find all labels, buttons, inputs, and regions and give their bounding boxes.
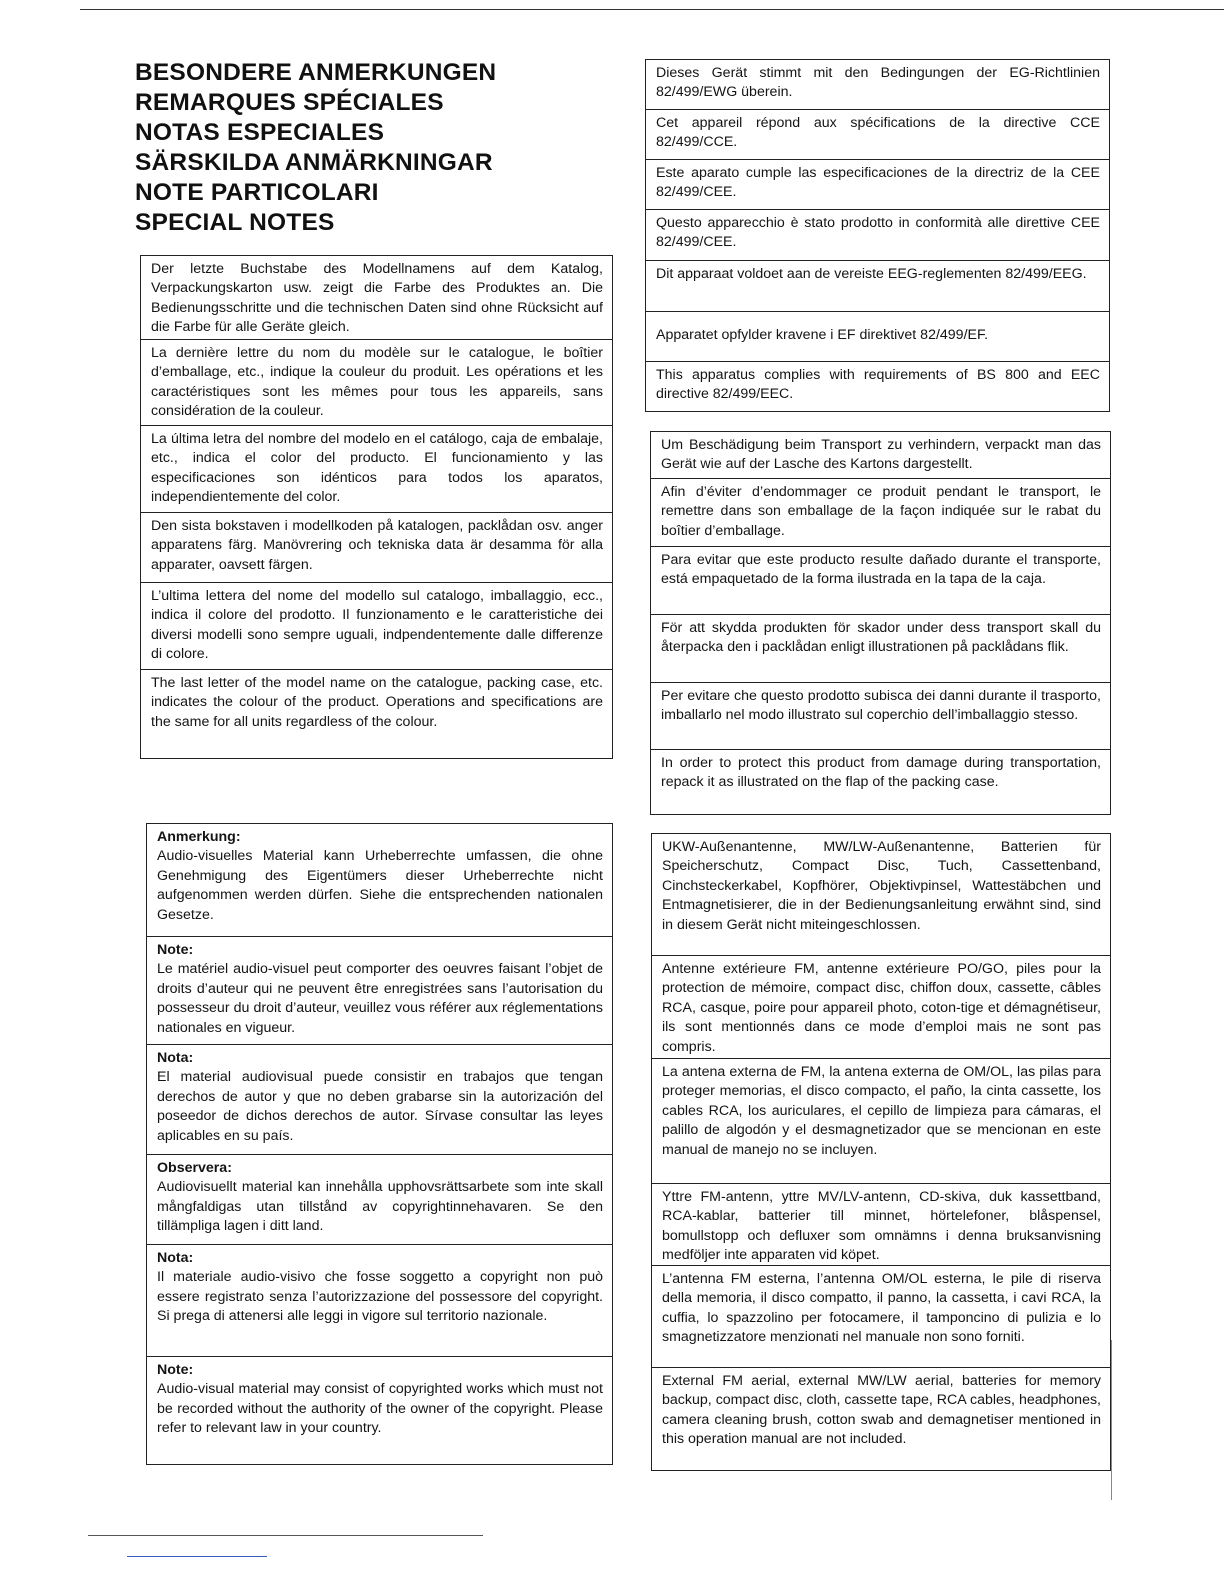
eec-note-it: Questo apparecchio è stato prodotto in conformità alle direttive CEE 82/499/CEE. [646,210,1109,261]
transport-notes-box [650,431,1111,815]
copyright-note-title: Note: [157,942,194,958]
top-rule [80,9,1224,10]
transport-note-es: Para evitar que este producto resulte dañado durante el transporte, está empaquetado de la forma ilustrada en la tapa de la caja. [651,547,1110,615]
transport-note-en: In order to protect this product from damage during transportation, repack it as illustrated on the flap of the packing case. [661,755,1101,791]
copyright-note-title: Observera: [157,1160,232,1176]
heading-english: SPECIAL NOTES [135,208,335,236]
transport-note-de: Um Beschädigung beim Transport zu verhindern, verpackt man das Gerät wie auf der Lasche des Kartons dargestellt. [651,432,1110,479]
copyright-note-fr [147,937,612,1045]
bottom-rule [88,1535,483,1536]
copyright-note-title: Anmerkung: [157,829,241,845]
copyright-notes-box [146,823,613,1465]
transport-note-sv: För att skydda produkten för skador under dess transport skall du återpacka den i packlådan enligt illustrationen på packlådans flik. [651,615,1110,683]
copyright-note-title: Nota: [157,1250,194,1266]
copyright-note-text: El material audiovisual puede consistir en trabajos que tengan derechos de autor y que no deben grabarse sin la autorización del poseedor de dichos derechos de autor. Sírvase consultar las leyes aplicables en su país. [157,1069,603,1144]
accessory-note-de: UKW-Außenantenne, MW/LW-Außenantenne, Batterien für Speicherschutz, Compact Disc, Tuch, Cassettenband, Cinchsteckerkabel, Kopfhörer, Objektivpinsel, Wattestäbchen und Entmagnetisierer, die in der Bedienungsanleitung erwähnt sind, sind in diesem Gerät nicht miteingeschlossen. [652,834,1110,956]
model-note-es: La última letra del nombre del modelo en el catálogo, caja de embalaje, etc., indica el color del producto. El funcionamiento y las especificaciones son idénticos para todos los aparatos, independientemente del color. [141,426,612,513]
copyright-note-it [147,1245,612,1357]
copyright-note-text: Audio-visual material may consist of copyrighted works which must not be recorded without the authority of the owner of the copyright. Please refer to relevant law in your country. [157,1381,603,1437]
accessory-note-it: L’antenna FM esterna, l’antenna OM/OL esterna, le pile di riserva della memoria, il disco compatto, il panno, la cassetta, i cavi RCA, la cuffia, lo spazzolino per fotocamere, il tamponcino di pulizia e lo smagnetizzatore menzionati nel manuale non sono forniti. [652,1266,1110,1368]
eec-note-de: Dieses Gerät stimmt mit den Bedingungen der EG-Richtlinien 82/499/EWG überein. [646,60,1109,110]
heading-german: BESONDERE ANMERKUNGEN [135,59,497,86]
eec-note-fr: Cet appareil répond aux spécifications de la directive CCE 82/499/CCE. [646,110,1109,160]
heading-swedish: SÄRSKILDA ANMÄRKNINGAR [135,148,493,176]
bottom-blue-rule [127,1556,267,1557]
accessory-note-en: External FM aerial, external MW/LW aerial, batteries for memory backup, compact disc, cloth, cassette tape, RCA cables, headphones, camera cleaning brush, cotton swab and demagnetiser mentioned in this operation manual are not included. [662,1373,1101,1448]
accessories-notes-box [651,833,1111,1471]
model-colour-notes-box [140,255,613,759]
eec-note-nl: Dit apparaat voldoet aan de vereiste EEG-reglementen 82/499/EEG. [646,261,1109,312]
scan-edge-line [1111,1340,1112,1500]
model-note-it: L’ultima lettera del nome del modello sul catalogo, imballaggio, ecc., indica il colore del prodotto. Il funzionamento e le caratteristiche dei diversi modelli sono sempre uguali, indpendentemente dalle differenze di colore. [141,583,612,670]
model-note-fr: La dernière lettre du nom du modèle sur le catalogue, le boîtier d’emballage, etc., indique la couleur du produit. Les opérations et les caractéristiques sont les mêmes pour tous les appareils, sans considération de la couleur. [141,340,612,426]
accessory-note-fr: Antenne extérieure FM, antenne extérieure PO/GO, piles pour la protection de mémoire, compact disc, chiffon doux, cassette, câbles RCA, casque, poire pour appareil photo, coton-tige et démagnétiseur, ils sont mentionnés dans ce mode d’emploi mais ne sont pas compris. [652,956,1110,1059]
transport-note-fr: Afin d’éviter d’endommager ce produit pendant le transport, le remettre dans son emballage de la façon indiquée sur le rabat du boîtier d’emballage. [651,479,1110,547]
copyright-note-title: Nota: [157,1050,194,1066]
eec-note-en: This apparatus complies with requirements of BS 800 and EEC directive 82/499/EEC. [656,367,1100,403]
transport-note-it: Per evitare che questo prodotto subisca dei danni durante il trasporto, imballarlo nel modo illustrato sul coperchio dell’imballaggio stesso. [651,683,1110,750]
heading-spanish: NOTAS ESPECIALES [135,118,385,146]
copyright-note-text: Audiovisuellt material kan innehålla upphovsrättsarbete som inte skall mångfaldigas utan tillstånd av copyrightinnehavaren. Se den tillämpliga lagen i ditt land. [157,1179,603,1235]
heading-italian: NOTE PARTICOLARI [135,178,379,206]
copyright-note-de [147,824,612,937]
model-note-en: The last letter of the model name on the catalogue, packing case, etc. indicates the colour of the product. Operations and specifications are the same for all units regardless of the colour. [151,675,603,730]
copyright-note-text: Audio-visuelles Material kann Urheberrechte umfassen, die ohne Genehmigung des Eigentümers dieser Urheberrechte nicht aufgenommen werden dürfen. Siehe die entsprechenden nationalen Gesetze. [157,848,603,923]
copyright-note-es [147,1045,612,1155]
copyright-note-title: Note: [157,1362,194,1378]
copyright-note-text: Il materiale audio-visivo che fosse soggetto a copyright non può essere registrato senza l’autorizzazione del possessore del copyright. Si prega di attenersi alle leggi in vigore sul territorio nazionale. [157,1269,603,1325]
accessory-note-es: La antena externa de FM, la antena externa de OM/OL, las pilas para proteger memorias, el disco compacto, el paño, la cinta cassette, los cables RCA, los auriculares, el cepillo de limpieza para cámaras, el palillo de algodón y el desmagnetizador que se mencionan en este manual de manejo no se incluyen. [652,1059,1110,1184]
copyright-note-sv [147,1155,612,1245]
heading-french: REMARQUES SPÉCIALES [135,88,444,116]
eec-note-es: Este aparato cumple las especificaciones de la directriz de la CEE 82/499/CEE. [646,160,1109,210]
copyright-note-text: Le matériel audio-visuel peut comporter des oeuvres faisant l’objet de droits d’auteur qui ne peuvent être enregistrées sans l’autorisation du possesseur du droit d’auteur, veuillez vous référer aux réglementations nationales en vigueur. [157,961,603,1036]
model-note-de: Der letzte Buchstabe des Modellnamens auf dem Katalog, Verpackungskarton usw. zeigt die Farbe des Produktes an. Die Bedienungsschritte und die technischen Daten sind ohne Rücksicht auf die Farbe für alle Geräte gleich. [141,256,612,340]
special-notes-headings [135,58,496,237]
accessory-note-sv: Yttre FM-antenn, yttre MV/LV-antenn, CD-skiva, duk kassettband, RCA-kablar, batterier till minnet, hörtelefoner, blåspensel, bomullstopp och defluxer som omnämns i denna bruksanvisning medföljer inte apparaten vid köpet. [652,1184,1110,1266]
copyright-note-en [147,1357,612,1464]
eec-compliance-box [645,59,1110,412]
eec-note-da: Apparatet opfylder kravene i EF direktivet 82/499/EF. [646,312,1109,362]
model-note-sv: Den sista bokstaven i modellkoden på katalogen, packlådan osv. anger apparatens färg. Manövrering och tekniska data är desamma för alla apparater, oavsett färgen. [141,513,612,583]
